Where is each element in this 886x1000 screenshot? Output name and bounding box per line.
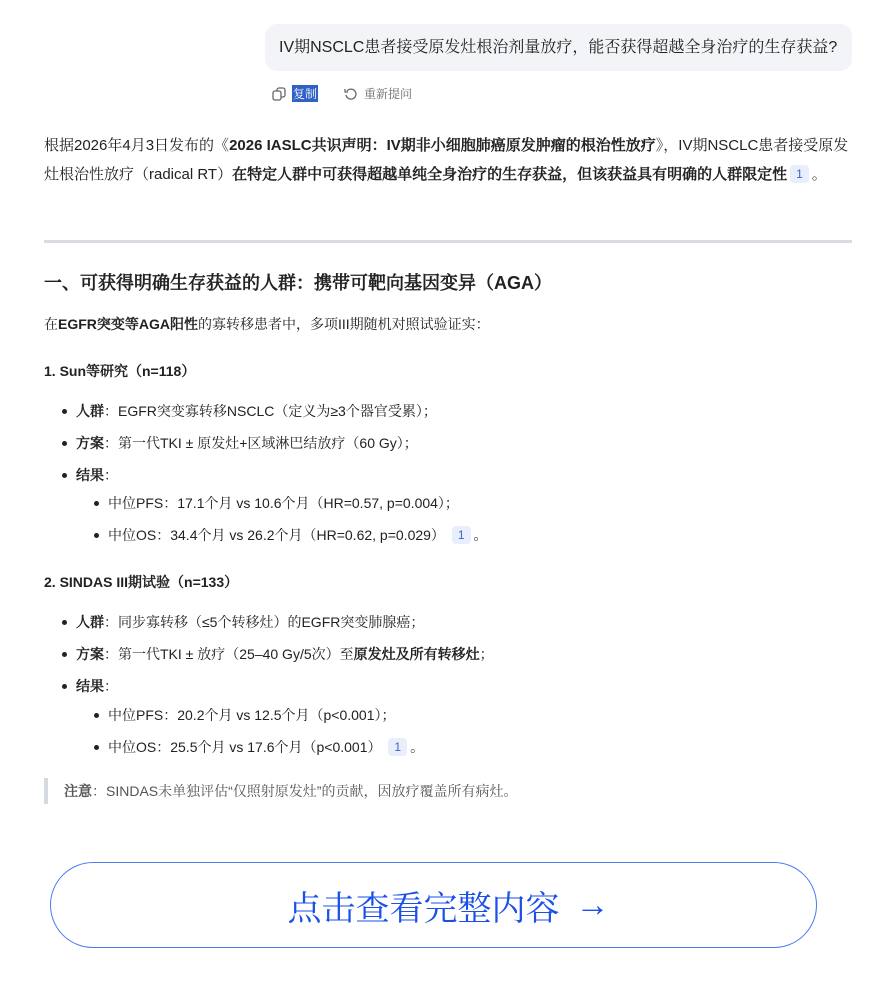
period: 。 bbox=[410, 739, 425, 755]
arrow-right-icon: → bbox=[575, 885, 610, 924]
view-full-content-button[interactable] bbox=[50, 862, 817, 948]
note-blockquote bbox=[44, 778, 517, 804]
divider bbox=[44, 240, 852, 243]
section-lead bbox=[44, 313, 490, 335]
text: ：同步寡转移（≤5个转移灶）的EGFR突变肺腺癌； bbox=[104, 614, 425, 630]
citation-badge[interactable]: 1 bbox=[388, 738, 407, 756]
study-title: 2. SINDAS III期试验（n=133） bbox=[44, 574, 239, 590]
copy-button[interactable] bbox=[272, 85, 318, 102]
retry-button[interactable] bbox=[344, 85, 412, 102]
bold-text: 原发灶及所有转移灶 bbox=[353, 646, 480, 662]
list-item bbox=[76, 432, 418, 454]
period: 。 bbox=[811, 166, 827, 183]
list-item bbox=[76, 464, 118, 486]
list-item bbox=[76, 675, 118, 697]
text: ：EGFR突变寡转移NSCLC（定义为≥3个器官受累）； bbox=[104, 403, 437, 419]
text: ：第一代TKI ± 放疗（25–40 Gy/5次）至 bbox=[104, 646, 354, 662]
list-item bbox=[76, 643, 494, 665]
note-text: ：SINDAS未单独评估“仅照射原发灶”的贡献，因放疗覆盖所有病灶。 bbox=[92, 783, 518, 799]
answer-intro bbox=[44, 131, 854, 189]
text: ：第一代TKI ± 原发灶+区域淋巴结放疗（60 Gy）； bbox=[104, 435, 418, 451]
text: 中位OS：34.4个月 vs 26.2个月（HR=0.62, p=0.029） bbox=[108, 527, 445, 543]
text: ： bbox=[104, 678, 118, 694]
section-heading: 一、可获得明确生存获益的人群：携带可靶向基因变异（AGA） bbox=[44, 273, 552, 293]
note-label: 注意 bbox=[64, 783, 92, 799]
list-item: 中位PFS：20.2个月 vs 12.5个月（p<0.001）； bbox=[108, 704, 396, 726]
retry-label: 重新提问 bbox=[364, 87, 413, 101]
bold-text: EGFR突变等AGA阳性 bbox=[58, 316, 198, 332]
user-question-bubble: IV期NSCLC患者接受原发灶根治剂量放疗，能否获得超越全身治疗的生存获益? bbox=[265, 24, 852, 71]
copy-label: 复制 bbox=[293, 87, 318, 101]
citation-badge[interactable]: 1 bbox=[790, 165, 809, 183]
intro-text: 》，IV期NSCLC患者接受原发灶根治性放疗（radical RT） bbox=[44, 137, 849, 183]
source-title: 2026 IASLC共识声明：IV期非小细胞肺癌原发肿瘤的根治性放疗 bbox=[229, 137, 656, 154]
text: ； bbox=[479, 646, 494, 662]
message-actions bbox=[272, 85, 438, 102]
label: 方案 bbox=[76, 646, 104, 662]
period: 。 bbox=[473, 527, 488, 543]
citation-badge[interactable]: 1 bbox=[452, 526, 471, 544]
intro-text: 根据2026年4月3日发布的《 bbox=[44, 137, 230, 154]
list-item bbox=[76, 400, 437, 422]
study-title: 1. Sun等研究（n=118） bbox=[44, 363, 196, 379]
label: 人群 bbox=[76, 403, 104, 419]
label: 结果 bbox=[76, 678, 104, 694]
text: 在 bbox=[44, 316, 58, 332]
copy-icon bbox=[272, 87, 286, 101]
text: 中位OS：25.5个月 vs 17.6个月（p<0.001） bbox=[108, 739, 382, 755]
text: ： bbox=[104, 467, 118, 483]
label: 结果 bbox=[76, 467, 104, 483]
list-item bbox=[108, 736, 424, 758]
intro-bold: 在特定人群中可获得超越单纯全身治疗的生存获益，但该获益具有明确的人群限定性 bbox=[232, 166, 788, 183]
cta-label: 点击查看完整内容 bbox=[287, 889, 560, 928]
text: 的寡转移患者中，多项III期随机对照试验证实： bbox=[198, 316, 490, 332]
label: 人群 bbox=[76, 614, 104, 630]
list-item bbox=[76, 611, 424, 633]
list-item: 中位PFS：17.1个月 vs 10.6个月（HR=0.57, p=0.004）； bbox=[108, 492, 459, 514]
refresh-icon bbox=[344, 87, 358, 101]
label: 方案 bbox=[76, 435, 104, 451]
list-item bbox=[108, 524, 488, 546]
